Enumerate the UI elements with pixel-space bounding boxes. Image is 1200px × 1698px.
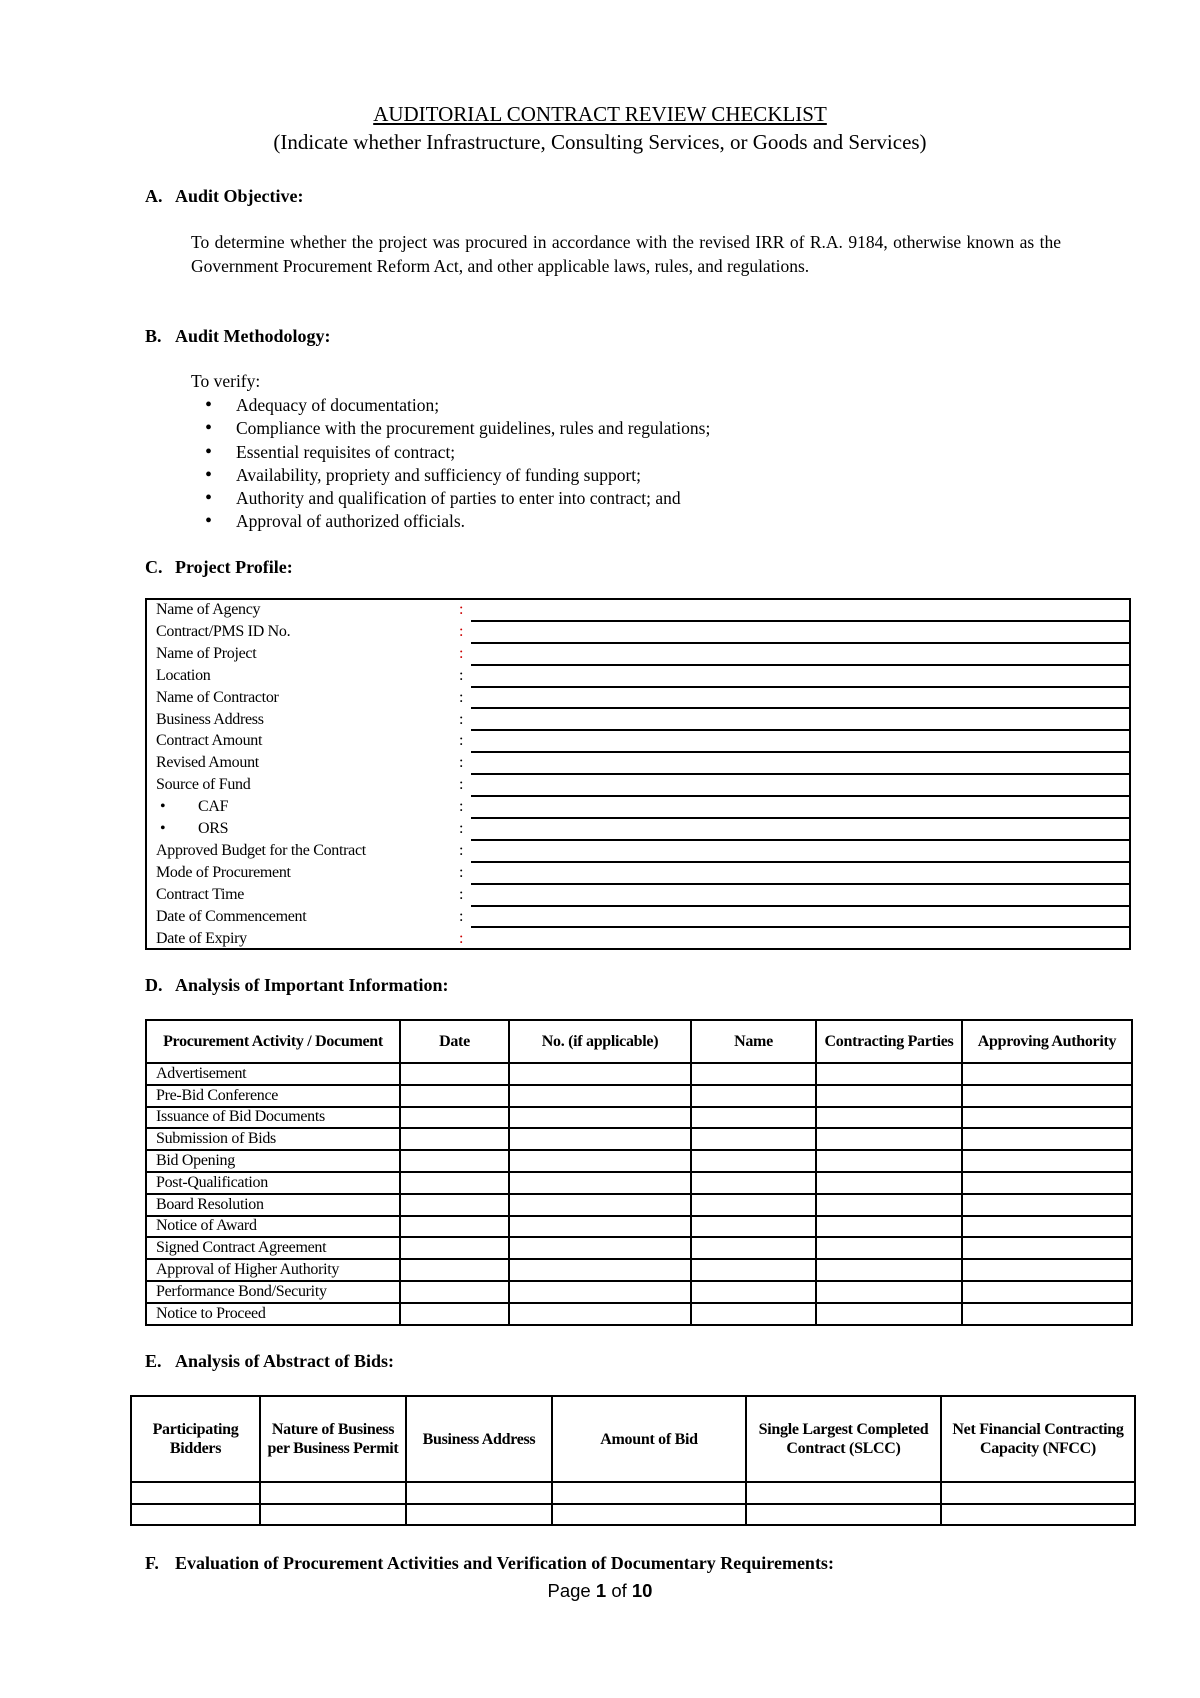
- table-cell[interactable]: [816, 1237, 962, 1259]
- profile-label: Name of Agency: [156, 601, 261, 618]
- table-cell[interactable]: [400, 1085, 509, 1107]
- activity-cell: Signed Contract Agreement: [146, 1237, 400, 1259]
- table-cell[interactable]: [691, 1107, 816, 1129]
- column-header: Contracting Parties: [816, 1020, 962, 1063]
- section-c-heading: [145, 557, 293, 578]
- section-c-title: Project Profile:: [175, 557, 293, 577]
- profile-colon: :: [459, 907, 464, 925]
- profile-colon: :: [459, 885, 464, 903]
- table-cell[interactable]: [131, 1504, 260, 1526]
- table-row: [146, 1085, 1132, 1107]
- of-word: of: [611, 1580, 627, 1601]
- section-d-letter: D.: [145, 975, 163, 995]
- activity-cell: Submission of Bids: [146, 1128, 400, 1150]
- table-cell[interactable]: [552, 1482, 746, 1504]
- table-cell[interactable]: [816, 1194, 962, 1216]
- profile-label: Contract Time: [156, 885, 245, 903]
- table-cell[interactable]: [962, 1216, 1132, 1238]
- column-header: Name: [691, 1020, 816, 1063]
- profile-row: [147, 819, 1129, 841]
- table-cell[interactable]: [509, 1107, 691, 1129]
- profile-label: Contract/PMS ID No.: [156, 622, 291, 640]
- table-cell[interactable]: [816, 1172, 962, 1194]
- profile-row: [147, 929, 1129, 951]
- table-cell[interactable]: [691, 1303, 816, 1325]
- table-cell[interactable]: [962, 1194, 1132, 1216]
- table-cell[interactable]: [816, 1150, 962, 1172]
- profile-row: [147, 622, 1129, 644]
- section-a-letter: A.: [145, 186, 163, 206]
- table-cell[interactable]: [962, 1150, 1132, 1172]
- profile-label: Contract Amount: [156, 732, 263, 750]
- table-cell[interactable]: [962, 1281, 1132, 1303]
- table-row: [146, 1216, 1132, 1238]
- total-pages: 10: [631, 1580, 653, 1601]
- section-f-letter: F.: [145, 1553, 159, 1573]
- profile-label: Date of Commencement: [156, 907, 307, 925]
- profile-colon: :: [459, 776, 464, 794]
- table-row: [146, 1063, 1132, 1085]
- table-cell[interactable]: [552, 1504, 746, 1526]
- profile-label: [160, 798, 228, 816]
- audit-objective-text: To determine whether the project was procured in accordance with the revised IRR of R.A. 9184, otherwise known as the Government Procurement Reform Act, and other applicable laws, rules, and regulations.: [191, 232, 1061, 276]
- profile-colon: :: [459, 732, 464, 750]
- list-item: • Approval of authorized officials.: [205, 510, 710, 533]
- table-cell[interactable]: [962, 1259, 1132, 1281]
- section-a-heading: [145, 186, 303, 207]
- table-cell[interactable]: [260, 1504, 406, 1526]
- table-cell[interactable]: [400, 1237, 509, 1259]
- profile-label: Revised Amount: [156, 754, 259, 772]
- table-row: [146, 1259, 1132, 1281]
- table-cell[interactable]: [691, 1281, 816, 1303]
- profile-row: [147, 666, 1129, 688]
- profile-label: Name of Contractor: [156, 688, 279, 706]
- verify-intro: To verify:: [191, 371, 261, 391]
- table-cell[interactable]: [962, 1237, 1132, 1259]
- table-row: [146, 1150, 1132, 1172]
- section-f-heading: [145, 1553, 834, 1574]
- table-cell[interactable]: [509, 1216, 691, 1238]
- section-b-heading: [145, 326, 331, 347]
- table-cell[interactable]: [400, 1303, 509, 1325]
- column-header: Single Largest Completed Contract (SLCC): [746, 1396, 941, 1482]
- table-cell[interactable]: [400, 1107, 509, 1129]
- activity-cell: Bid Opening: [146, 1150, 400, 1172]
- table-cell[interactable]: [691, 1085, 816, 1107]
- column-header: Participating Bidders: [131, 1396, 260, 1482]
- section-f-title: Evaluation of Procurement Activities and Verification of Documentary Requirements:: [175, 1553, 834, 1573]
- document-title: AUDITORIAL CONTRACT REVIEW CHECKLIST: [373, 102, 827, 126]
- profile-label: Name of Project: [156, 644, 257, 662]
- activity-cell: Notice of Award: [146, 1216, 400, 1238]
- profile-row: [147, 841, 1129, 863]
- table-cell[interactable]: [509, 1259, 691, 1281]
- section-b-title: Audit Methodology:: [175, 326, 331, 346]
- profile-colon: :: [459, 929, 464, 947]
- page-number: 1: [595, 1580, 607, 1601]
- document-subtitle: (Indicate whether Infrastructure, Consulting Services, or Goods and Services): [273, 130, 927, 154]
- table-row: [146, 1303, 1132, 1325]
- column-header: Nature of Business per Business Permit: [260, 1396, 406, 1482]
- table-header-row: [146, 1020, 1132, 1063]
- table-cell[interactable]: [691, 1194, 816, 1216]
- profile-colon: :: [459, 710, 464, 728]
- column-header: Approving Authority: [962, 1020, 1132, 1063]
- profile-row: [147, 753, 1129, 775]
- list-item: • Authority and qualification of parties to enter into contract; and: [205, 487, 710, 510]
- page-word: Page: [547, 1580, 591, 1601]
- table-cell[interactable]: [509, 1172, 691, 1194]
- profile-label: [160, 820, 228, 838]
- profile-label: Approved Budget for the Contract: [156, 841, 366, 859]
- activity-cell: Board Resolution: [146, 1194, 400, 1216]
- table-cell[interactable]: [400, 1063, 509, 1085]
- list-item: • Availability, propriety and sufficiency of funding support;: [205, 464, 710, 487]
- table-cell[interactable]: [816, 1216, 962, 1238]
- activity-cell: Issuance of Bid Documents: [146, 1107, 400, 1129]
- table-cell[interactable]: [509, 1063, 691, 1085]
- table-cell[interactable]: [816, 1085, 962, 1107]
- profile-label: Business Address: [156, 710, 264, 728]
- table-cell[interactable]: [509, 1194, 691, 1216]
- table-header-row: [131, 1396, 1135, 1482]
- table-cell[interactable]: [962, 1128, 1132, 1150]
- table-row: [146, 1281, 1132, 1303]
- table-cell[interactable]: [816, 1259, 962, 1281]
- profile-colon: :: [459, 820, 464, 837]
- table-cell[interactable]: [509, 1237, 691, 1259]
- table-cell[interactable]: [816, 1303, 962, 1325]
- table-cell[interactable]: [691, 1172, 816, 1194]
- table-cell[interactable]: [691, 1063, 816, 1085]
- list-item: • Compliance with the procurement guidelines, rules and regulations;: [205, 417, 710, 440]
- profile-colon: :: [459, 863, 464, 881]
- activity-cell: Pre-Bid Conference: [146, 1085, 400, 1107]
- important-information-table: [145, 1019, 1133, 1326]
- profile-sublabel: CAF: [198, 798, 229, 816]
- page-footer: [0, 1580, 1200, 1602]
- profile-row: [147, 731, 1129, 753]
- profile-label: Location: [156, 666, 211, 684]
- table-cell[interactable]: [962, 1085, 1132, 1107]
- list-item: • Adequacy of documentation;: [205, 394, 710, 417]
- profile-row: [147, 775, 1129, 797]
- table-row: [146, 1194, 1132, 1216]
- table-cell[interactable]: [400, 1128, 509, 1150]
- table-cell[interactable]: [400, 1259, 509, 1281]
- list-item: • Essential requisites of contract;: [205, 441, 710, 464]
- profile-sublabel: ORS: [198, 820, 229, 837]
- table-row: [146, 1172, 1132, 1194]
- table-cell[interactable]: [962, 1303, 1132, 1325]
- table-cell[interactable]: [406, 1504, 552, 1526]
- table-cell[interactable]: [962, 1063, 1132, 1085]
- profile-colon: :: [459, 798, 464, 816]
- table-cell[interactable]: [509, 1150, 691, 1172]
- profile-colon: :: [459, 622, 464, 640]
- table-cell[interactable]: [941, 1504, 1135, 1526]
- section-e-title: Analysis of Abstract of Bids:: [175, 1351, 395, 1371]
- profile-colon: :: [459, 644, 464, 662]
- bullet-icon: •: [160, 798, 166, 816]
- column-header: Date: [400, 1020, 509, 1063]
- profile-colon: :: [459, 754, 464, 772]
- table-cell[interactable]: [816, 1128, 962, 1150]
- column-header: Net Financial Contracting Capacity (NFCC): [941, 1396, 1135, 1482]
- profile-colon: :: [459, 601, 464, 618]
- profile-label: Mode of Procurement: [156, 863, 291, 881]
- section-d-heading: [145, 975, 449, 996]
- profile-row: [147, 907, 1129, 929]
- profile-row: [147, 885, 1129, 907]
- column-header: No. (if applicable): [509, 1020, 691, 1063]
- table-cell[interactable]: [400, 1281, 509, 1303]
- profile-colon: :: [459, 666, 464, 684]
- table-cell[interactable]: [400, 1150, 509, 1172]
- profile-row: [147, 688, 1129, 710]
- profile-colon: :: [459, 841, 464, 859]
- table-cell[interactable]: [400, 1194, 509, 1216]
- activity-cell: Performance Bond/Security: [146, 1281, 400, 1303]
- table-cell[interactable]: [691, 1237, 816, 1259]
- table-row: [146, 1107, 1132, 1129]
- table-cell[interactable]: [746, 1504, 941, 1526]
- table-cell[interactable]: [509, 1128, 691, 1150]
- section-c-letter: C.: [145, 557, 163, 577]
- table-cell[interactable]: [406, 1482, 552, 1504]
- profile-row: [147, 600, 1129, 622]
- section-b-letter: B.: [145, 326, 162, 346]
- profile-row: [147, 797, 1129, 819]
- activity-cell: Post-Qualification: [146, 1172, 400, 1194]
- table-row: [131, 1482, 1135, 1504]
- table-row: [146, 1237, 1132, 1259]
- table-cell[interactable]: [941, 1482, 1135, 1504]
- table-cell[interactable]: [746, 1482, 941, 1504]
- table-cell[interactable]: [691, 1150, 816, 1172]
- profile-row: [147, 644, 1129, 666]
- activity-cell: Notice to Proceed: [146, 1303, 400, 1325]
- table-cell[interactable]: [962, 1172, 1132, 1194]
- column-header: Amount of Bid: [552, 1396, 746, 1482]
- table-row: [131, 1504, 1135, 1526]
- section-d-title: Analysis of Important Information:: [175, 975, 449, 995]
- profile-label: Source of Fund: [156, 776, 251, 794]
- table-row: [146, 1128, 1132, 1150]
- section-a-title: Audit Objective:: [175, 186, 304, 206]
- table-cell[interactable]: [691, 1216, 816, 1238]
- table-cell[interactable]: [260, 1482, 406, 1504]
- column-header: Procurement Activity / Document: [146, 1020, 400, 1063]
- project-profile-box: [145, 598, 1131, 950]
- profile-row: [147, 710, 1129, 732]
- profile-row: [147, 863, 1129, 885]
- table-cell[interactable]: [962, 1107, 1132, 1129]
- table-cell[interactable]: [691, 1259, 816, 1281]
- methodology-list: [205, 394, 710, 534]
- table-cell[interactable]: [509, 1303, 691, 1325]
- table-cell[interactable]: [131, 1482, 260, 1504]
- table-cell[interactable]: [816, 1281, 962, 1303]
- abstract-of-bids-table: [130, 1395, 1136, 1526]
- section-e-letter: E.: [145, 1351, 162, 1371]
- activity-cell: Approval of Higher Authority: [146, 1259, 400, 1281]
- table-cell[interactable]: [400, 1216, 509, 1238]
- table-cell[interactable]: [509, 1085, 691, 1107]
- profile-label: Date of Expiry: [156, 929, 247, 947]
- table-cell[interactable]: [400, 1172, 509, 1194]
- section-e-heading: [145, 1351, 394, 1372]
- table-cell[interactable]: [691, 1128, 816, 1150]
- column-header: Business Address: [406, 1396, 552, 1482]
- activity-cell: Advertisement: [146, 1063, 400, 1085]
- table-cell[interactable]: [509, 1281, 691, 1303]
- table-cell[interactable]: [816, 1107, 962, 1129]
- profile-colon: :: [459, 688, 464, 706]
- bullet-icon: •: [160, 820, 166, 837]
- table-cell[interactable]: [816, 1063, 962, 1085]
